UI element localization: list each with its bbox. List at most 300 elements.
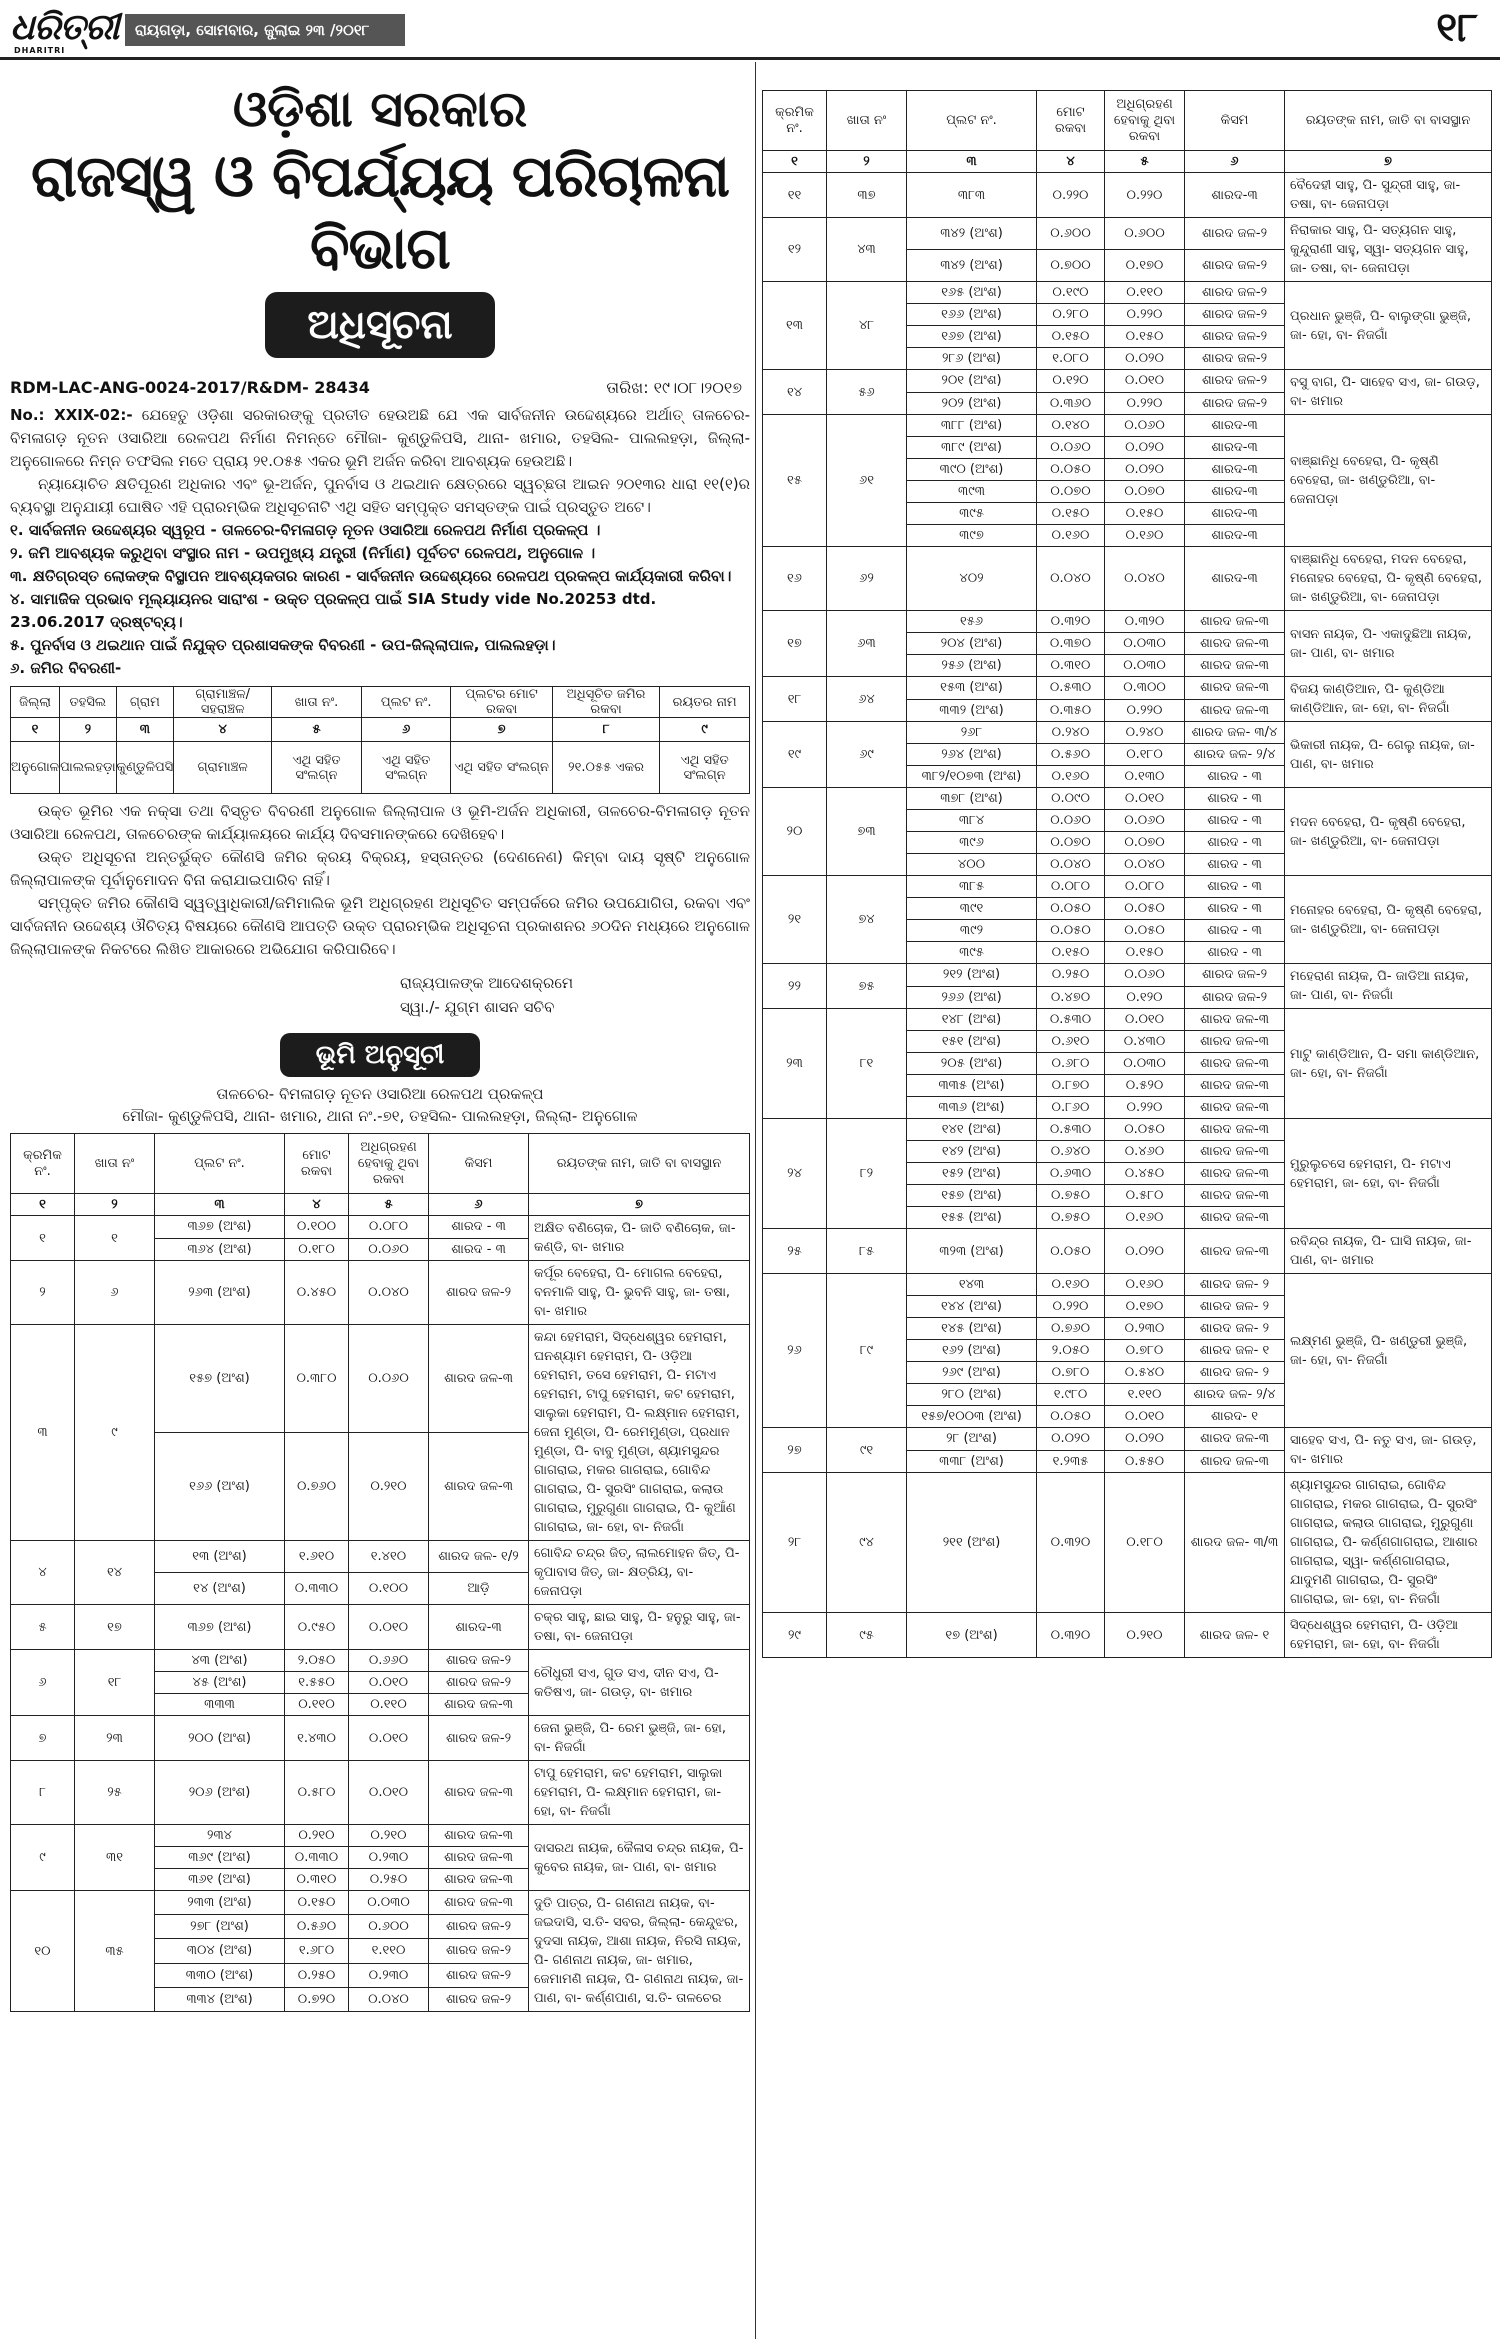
plot-number: ୩୮୪ xyxy=(907,810,1037,832)
owner-details: ଶ୍ୟାମସୁନ୍ଦର ଗାଗରାଇ, ଗୋବିନ୍ଦ ଗାଗରାଇ, ମକର ଗାଗରାଇ, ପି- ସୁରସିଂ ଗାଗରାଇ, କଲାଉ ଗାଗରାଇ, ମୁରୁଗୁଣା ଗାଗରାଇ, ପି- କର୍ଣ୍ଣଗାଗରାଇ, ଆଶାର ଗାଗରାଇ, ସ୍ୱା- କର୍ଣ୍ଣଗାଗରାଇ, ଯାଦୁମଣି ଗାଗରାଇ, ପି- ସୁରସିଂ ଗାଗରାଇ, ଜା- ହୋ, ବା- ନିଜଗାଁ xyxy=(1285,1473,1492,1613)
plot-number: ୧୬୬ (ଅଂଶ) xyxy=(907,304,1037,326)
land-schedule-continued-column xyxy=(762,90,1492,1658)
plot-number: ୩୬୭ (ଅଂଶ) xyxy=(155,1216,285,1239)
total-area: ୦.୫୩୦ xyxy=(1037,1119,1105,1141)
owner-details: ସାହେବ ସଏ, ପି- ନତୁ ସଏ, ଜା- ଗଉଡ଼, ବା- ଖମାର xyxy=(1285,1428,1492,1473)
land-class: ଶାରଦ ଜଳ- ୧/୨ xyxy=(429,1541,529,1573)
table-row xyxy=(763,282,1492,304)
plot-number: ୧୪୫ (ଅଂଶ) xyxy=(907,1318,1037,1340)
acquired-area: ୦.୦୩୦ xyxy=(1105,633,1185,655)
land-class: ଶାରଦ ଜଳ- ୩/୩ xyxy=(1185,1473,1285,1613)
plot-number: ୨୮ (ଅଂଶ) xyxy=(907,1428,1037,1451)
schedule-col-number: ୩ xyxy=(155,1194,285,1216)
acquired-area: ୦.୨୩୦ xyxy=(1105,1318,1185,1340)
serial-number: ୨୩ xyxy=(763,1009,827,1119)
total-area: ୦.୩୧୦ xyxy=(285,1869,349,1891)
total-area: ୦.୦୫୦ xyxy=(1037,898,1105,920)
land-class: ଶାରଦ ଜଳ-୨ xyxy=(429,1650,529,1672)
schedule-header: କିସମ xyxy=(1185,91,1285,151)
acquired-area: ୦.୫୮୦ xyxy=(1105,1185,1185,1207)
plot-number: ୩୯୬ xyxy=(907,832,1037,854)
acquired-area: ୦.୨୪୦ xyxy=(1105,722,1185,744)
acquired-area: ୦.୦୪୦ xyxy=(1105,547,1185,611)
plot-number: ୩୯୧ xyxy=(907,898,1037,920)
land-class: ଶାରଦ ଜଳ- ୨ xyxy=(1185,1274,1285,1296)
notice-item: ୩. କ୍ଷତିଗ୍ରସ୍ତ ଲୋକଙ୍କ ବିସ୍ଥାପନ ଆବଶ୍ୟକତାର କାରଣ - ସାର୍ବଜନୀନ ଉଦ୍ଦେଶ୍ୟରେ ରେଳପଥ ପ୍ରକଳ୍ପ କାର୍ଯ୍ୟକାରୀ କରିବା। xyxy=(10,567,732,585)
table-row xyxy=(11,1216,750,1239)
owner-details: ଟାପୁ ହେମରାମ, କଟ ହେମରାମ, ସାଲୁକା ହେମରାମ, ପି- ଲକ୍ଷ୍ମାନ ହେମରାମ, ଜା- ହୋ, ବା- ନିଜଗାଁ xyxy=(529,1761,750,1825)
acquired-area: ୦.୫୪୦ xyxy=(1105,1362,1185,1384)
land-class: ଶାରଦ - ୩ xyxy=(1185,898,1285,920)
total-area: ୦.୦୮୦ xyxy=(1037,876,1105,898)
total-area: ୦.୦୫୦ xyxy=(1037,459,1105,481)
plot-number: ୨୦୨ (ଅଂଶ) xyxy=(907,392,1037,415)
land-class: ଶାରଦ ଜଳ-୩ xyxy=(1185,655,1285,677)
khata-number: ୫୬ xyxy=(827,370,907,415)
land-class: ଶାରଦ ଜଳ-୩ xyxy=(1185,1097,1285,1119)
acquired-area: ୦.୦୫୦ xyxy=(1105,1119,1185,1141)
land-class: ଶାରଦ ଜଳ-୩ xyxy=(1185,1009,1285,1031)
plot-number: ୧୫୩ (ଅଂଶ) xyxy=(907,677,1037,700)
summary-value: ଏଥି ସହିତ ସଂଲଗ୍ନ xyxy=(272,742,362,794)
owner-details: ଗୋବିନ୍ଦ ଚନ୍ଦ୍ର ଜିତ୍, ଲାଲମୋହନ ଜିତ୍, ପି- କୃପାବାସ ଜିତ୍, ଜା- କ୍ଷତ୍ରିୟ, ବା- ଜେନାପଡ଼ା xyxy=(529,1541,750,1605)
plot-number: ୧୫୬ xyxy=(907,611,1037,633)
plot-number: ୧୫୭/୧୦୦୩ (ଅଂଶ) xyxy=(907,1406,1037,1428)
plot-number: ୩୪୨ (ଅଂଶ) xyxy=(907,218,1037,250)
acquired-area: ୦.୨୨୦ xyxy=(1105,173,1185,218)
land-class: ଶାରଦ ଜଳ-୨ xyxy=(429,1987,529,2011)
khata-number: ୭୫ xyxy=(827,964,907,1009)
signature-block xyxy=(400,971,750,1019)
table-row xyxy=(11,1716,750,1761)
acquired-area: ୦.୨୨୦ xyxy=(1105,304,1185,326)
land-class: ଶାରଦ ଜଳ-୩ xyxy=(1185,1075,1285,1097)
schedule-col-number: ୨ xyxy=(827,151,907,173)
plot-number: ୨୮୬ (ଅଂଶ) xyxy=(907,348,1037,370)
schedule-header: ରୟତଙ୍କ ନାମ, ଜାତି ବା ବାସସ୍ଥାନ xyxy=(529,1134,750,1194)
schedule-header: ଅଧିଗ୍ରହଣ ହେବାକୁ ଥିବା ରକବା xyxy=(349,1134,429,1194)
total-area: ୦.୩୨୦ xyxy=(1037,611,1105,633)
khata-number: ୧୪ xyxy=(75,1541,155,1605)
schedule-number-row xyxy=(763,151,1492,173)
owner-details: ପ୍ରଧାନ ଭୁଞ୍ଜି, ପି- ବାଲୁଙ୍ଗା ଭୁଞ୍ଜି, ଜା- ହୋ, ବା- ନିଜଗାଁ xyxy=(1285,282,1492,370)
land-class: ଶାରଦ - ୩ xyxy=(429,1216,529,1239)
total-area: ୦.୭୫୦ xyxy=(1037,1185,1105,1207)
khata-number: ୯୪ xyxy=(827,1473,907,1613)
acquired-area: ୦.୨୫୦ xyxy=(349,1869,429,1891)
table-row xyxy=(11,1761,750,1825)
total-area: ୦.୧୧୦ xyxy=(285,1694,349,1716)
land-class: ଶାରଦ ଜଳ-୩ xyxy=(429,1694,529,1716)
serial-number: ୨୬ xyxy=(763,1274,827,1428)
table-row xyxy=(763,964,1492,987)
notice-item: ୫. ପୁନର୍ବାସ ଓ ଥଇଥାନ ପାଇଁ ନିଯୁକ୍ତ ପ୍ରଶାସକଙ୍କ ବିବରଣୀ - ଉପ-ଜିଲ୍ଲାପାଳ, ପାଲଲହଡ଼ା। xyxy=(10,636,556,654)
land-class: ଶାରଦ-୩ xyxy=(1185,481,1285,503)
government-title: ଓଡ଼ିଶା ସରକାର xyxy=(232,79,528,138)
acquired-area: ୦.୦୨୦ xyxy=(1105,437,1185,459)
total-area: ୦.୧୪୦ xyxy=(1037,415,1105,437)
acquired-area: ୧.୪୧୦ xyxy=(349,1541,429,1573)
land-class: ଶାରଦ ଜଳ- ୨/୪ xyxy=(1185,744,1285,766)
acquired-area: ୦.୧୮୦ xyxy=(1105,744,1185,766)
acquired-area: ୦.୨୧୦ xyxy=(349,1433,429,1541)
acquired-area: ୦.୬୬୦ xyxy=(349,1650,429,1672)
land-class: ଶାରଦ ଜଳ-୩ xyxy=(429,1825,529,1847)
summary-header: ଗ୍ରାମ xyxy=(116,687,174,718)
acquired-area: ୧.୧୧୦ xyxy=(349,1939,429,1963)
khata-number: ୭୩ xyxy=(827,788,907,876)
acquired-area: ୦.୦୧୦ xyxy=(349,1716,429,1761)
acquired-area: ୦.୦୬୦ xyxy=(349,1238,429,1261)
acquired-area: ୦.୦୨୦ xyxy=(1105,1428,1185,1451)
notice-paragraph-2: ନ୍ୟାୟୋଚିତ କ୍ଷତିପୂରଣ ଅଧିକାର ଏବଂ ଭୂ-ଅର୍ଜନ, ପୁନର୍ବାସ ଓ ଥଇଥାନ କ୍ଷେତ୍ରରେ ସ୍ୱଚ୍ଛତା ଆଇନ ୨୦୧୩ର ଧାରା ୧୧(୧)ର ବ୍ୟବସ୍ଥା ଅନୁଯାୟୀ ଘୋଷିତ ଏହି ପ୍ରାରମ୍ଭିକ ଅଧିସୂଚନାଟି ଏଥି ସହିତ ସମ୍ପୃକ୍ତ ସମସ୍ତଙ୍କ ପାଇଁ ପ୍ରସ୍ତୁତ ଅଟେ। xyxy=(10,475,750,516)
total-area: ୧.୨୩୫ xyxy=(1037,1450,1105,1473)
land-class: ଶାରଦ ଜଳ-୩ xyxy=(1185,1185,1285,1207)
land-class: ଶାରଦ ଜଳ-୨ xyxy=(1185,304,1285,326)
khata-number: ୧୭ xyxy=(75,1605,155,1650)
summary-value: ଅନୁଗୋଳ xyxy=(11,742,60,794)
total-area: ୦.୧୫୦ xyxy=(1037,942,1105,964)
serial-number: ୨ xyxy=(11,1261,75,1325)
total-area: ୦.୦୪୦ xyxy=(1037,854,1105,876)
plot-number: ୪୦୨ xyxy=(907,547,1037,611)
khata-number: ୨୩ xyxy=(75,1716,155,1761)
dateline: ରାୟଗଡ଼ା, ସୋମବାର, ଜୁଲାଇ ୨୩ /୨୦୧୮ xyxy=(125,14,405,46)
plot-number: ୩୩୩ xyxy=(155,1694,285,1716)
total-area: ୦.୭୮୦ xyxy=(1037,1362,1105,1384)
summary-header: ଗ୍ରାମାଞ୍ଚଳ/ ସହରାଞ୍ଚଳ xyxy=(174,687,272,718)
land-class: ଶାରଦ ଜଳ-୨ xyxy=(429,1915,529,1939)
total-area: ୦.୧୫୦ xyxy=(1037,326,1105,348)
summary-value-row xyxy=(11,742,750,794)
plot-number: ୧୬୬ (ଅଂଶ) xyxy=(155,1433,285,1541)
plot-number: ୩୯୦ (ଅଂଶ) xyxy=(907,459,1037,481)
owner-details: ବାଞ୍ଛାନିଧି ବେହେରା, ମଦନ ବେହେରା, ମନୋହର ବେହେରା, ପି- କୃଷ୍ଣି ବେହେରା, ଜା- ଖଣ୍ଡୁରିଆ, ବା- ଜେନାପଡ଼ା xyxy=(1285,547,1492,611)
total-area: ୦.୭୦୦ xyxy=(1037,250,1105,282)
land-class: ଶାରଦ-୩ xyxy=(429,1605,529,1650)
land-class: ଶାରଦ ଜଳ-୨ xyxy=(1185,250,1285,282)
plot-number: ୨୮୦ (ଅଂଶ) xyxy=(907,1384,1037,1406)
plot-number: ୩୯୨ xyxy=(907,920,1037,942)
acquired-area: ୦.୦୪୦ xyxy=(349,1261,429,1325)
land-class: ଆଡ଼ି xyxy=(429,1573,529,1605)
land-class: ଶାରଦ ଜଳ-୩ xyxy=(1185,633,1285,655)
schedule-header: କ୍ରମିକ ନଂ. xyxy=(11,1134,75,1194)
khata-number: ୬୩ xyxy=(827,611,907,677)
total-area: ୦.୭୫୦ xyxy=(1037,1207,1105,1229)
serial-number: ୨୧ xyxy=(763,876,827,964)
total-area: ୦.୦୭୦ xyxy=(1037,481,1105,503)
total-area: ୦.୬୧୦ xyxy=(1037,1031,1105,1053)
notice-date: ତାରିଖ: ୧୯।୦୮।୨୦୧୭ xyxy=(606,378,742,397)
schedule-location-line: ମୌଜା- କୁଣ୍ଡୁଳିପସି, ଥାନା- ଖମାର, ଥାନା ନଂ.-୭୧, ତହସିଲ- ପାଲଲହଡ଼ା, ଜିଲ୍ଲା- ଅନୁଗୋଳ xyxy=(122,1107,638,1125)
total-area: ୦.୦୬୦ xyxy=(1037,437,1105,459)
land-class: ଶାରଦ ଜଳ-୩ xyxy=(1185,611,1285,633)
land-class: ଶାରଦ ଜଳ-୩ xyxy=(1185,1428,1285,1451)
acquired-area: ୦.୧୫୦ xyxy=(1105,326,1185,348)
total-area: ୦.୨୨୦ xyxy=(1037,173,1105,218)
khata-number: ୨୫ xyxy=(75,1761,155,1825)
land-class: ଶାରଦ-୩ xyxy=(1185,547,1285,611)
land-class: ଶାରଦ ଜଳ- ୨ xyxy=(1185,1362,1285,1384)
summary-value: ଏଥି ସହିତ ସଂଲଗ୍ନ xyxy=(451,742,552,794)
plot-number: ୩୯୭ xyxy=(907,525,1037,547)
plot-number: ୨୭୮ (ଅଂଶ) xyxy=(155,1915,285,1939)
land-class: ଶାରଦ-୩ xyxy=(1185,459,1285,481)
summary-header: ପ୍ଲଟର ମୋଟ ରକବା xyxy=(451,687,552,718)
schedule-col-number: ୧ xyxy=(763,151,827,173)
total-area: ୦.୩୨୦ xyxy=(1037,1613,1105,1658)
total-area: ୦.୪୭୦ xyxy=(1037,986,1105,1009)
total-area: ୦.୫୬୦ xyxy=(1037,744,1105,766)
khata-number: ୩୭ xyxy=(827,173,907,218)
land-class: ଶାରଦ ଜଳ-୩ xyxy=(1185,677,1285,700)
land-class: ଶାରଦ - ୩ xyxy=(1185,788,1285,810)
land-class: ଶାରଦ ଜଳ-୩ xyxy=(429,1433,529,1541)
plot-number: ୩୯୫ xyxy=(907,503,1037,525)
summary-col-number: ୮ xyxy=(552,718,660,742)
acquired-area: ୦.୦୨୦ xyxy=(1105,459,1185,481)
schedule-project-line: ତାଳଚେର- ବିମଳାଗଡ଼ ନୂତନ ଓସାରିଆ ରେଳପଥ ପ୍ରକଳ୍ପ xyxy=(216,1085,544,1103)
acquired-area: ୦.୦୨୦ xyxy=(1105,1229,1185,1274)
reference-row xyxy=(10,374,750,404)
land-class: ଶାରଦ - ୩ xyxy=(1185,832,1285,854)
serial-number: ୧୫ xyxy=(763,415,827,547)
owner-details: ମହେରାଣ ନାୟକ, ପି- ଜାଡିଆ ନାୟକ, ଜା- ପାଣ, ବା- ନିଜଗାଁ xyxy=(1285,964,1492,1009)
schedule-header: ଖାତା ନଂ xyxy=(827,91,907,151)
total-area: ୦.୦୫୦ xyxy=(1037,1229,1105,1274)
plot-number: ୩୬୧ (ଅଂଶ) xyxy=(155,1869,285,1891)
total-area: ୦.୫୩୦ xyxy=(1037,1009,1105,1031)
serial-number: ୫ xyxy=(11,1605,75,1650)
owner-details: ଚକ୍ର ସାହୁ, ଛାଇ ସାହୁ, ପି- ହନୁରୁ ସାହୁ, ଜା- ତଷା, ବା- ଜେନାପଡ଼ା xyxy=(529,1605,750,1650)
total-area: ୦.୦୫୦ xyxy=(1037,1406,1105,1428)
table-row xyxy=(763,1009,1492,1031)
khata-number: ୪୩ xyxy=(827,218,907,282)
notice-number: No.: XXIX-02:- xyxy=(10,406,133,424)
owner-details: ବିଜୟ କାଣ୍ଡିଆନ, ପି- କୁଣ୍ଡିଆ କାଣ୍ଡିଆନ, ଜା- ହୋ, ବା- ନିଜଗାଁ xyxy=(1285,677,1492,722)
table-row xyxy=(11,1891,750,1915)
table-row xyxy=(763,1119,1492,1141)
owner-details: ମନୋହର ବେହେରା, ପି- କୃଷ୍ଣି ବେହେରା, ଜା- ଖଣ୍ଡୁରିଆ, ବା- ଜେନାପଡ଼ା xyxy=(1285,876,1492,964)
owner-details: ଚୌଧୁରୀ ସଏ, ଗୁଡ ସଏ, ଦୀନ ସଏ, ପି- କତିଷଏ, ଜା- ଗଉଡ଼, ବା- ଖମାର xyxy=(529,1650,750,1716)
acquired-area: ୦.୦୭୦ xyxy=(1105,481,1185,503)
land-class: ଶାରଦ ଜଳ-୨ xyxy=(429,1963,529,1987)
land-class: ଶାରଦ-୩ xyxy=(1185,173,1285,218)
owner-details: ନିରାକାର ସାହୁ, ପି- ସତ୍ୟଗନ ସାହୁ, କୁନ୍ଦୁରାଣୀ ସାହୁ, ସ୍ୱା- ସତ୍ୟଗନ ସାହୁ, ଜା- ତଷା, ବା- ଜେନାପଡ଼ା xyxy=(1285,218,1492,282)
acquired-area: ୦.୦୫୦ xyxy=(1105,920,1185,942)
land-class: ଶାରଦ ଜଳ- ୨ xyxy=(1185,1318,1285,1340)
khata-number: ୬୪ xyxy=(827,677,907,722)
acquired-area: ୦.୩୦୦ xyxy=(1105,677,1185,700)
total-area: ୦.୬୪୦ xyxy=(1037,1141,1105,1163)
plot-number: ୨୬୬ (ଅଂଶ) xyxy=(907,986,1037,1009)
notification-badge: ଅଧିସୂଚନା xyxy=(265,292,495,358)
table-row xyxy=(11,1541,750,1573)
schedule-header: ପ୍ଲଟ ନଂ. xyxy=(155,1134,285,1194)
total-area: ୦.୧୨୦ xyxy=(1037,370,1105,393)
acquired-area: ୦.୦୪୦ xyxy=(1105,854,1185,876)
total-area: ୦.୩୩୦ xyxy=(285,1573,349,1605)
serial-number: ୨୨ xyxy=(763,964,827,1009)
acquired-area: ୦.୨୧୦ xyxy=(1105,1613,1185,1658)
owner-details: ଦାସରଥ ନାୟକ, କୈଳାସ ଚନ୍ଦ୍ର ନାୟକ, ପି- କୁବେର ନାୟକ, ଜା- ପାଣ, ବା- ଖମାର xyxy=(529,1825,750,1891)
acquired-area: ୦.୦୮୦ xyxy=(349,1216,429,1239)
serial-number: ୩ xyxy=(11,1325,75,1541)
khata-number: ୬ xyxy=(75,1261,155,1325)
summary-value: ଏଥି ସହିତ ସଂଲଗ୍ନ xyxy=(660,742,750,794)
khata-number: ୩୫ xyxy=(75,1891,155,2012)
land-class: ଶାରଦ ଜଳ-୨ xyxy=(1185,370,1285,393)
land-class: ଶାରଦ ଜଳ-୩ xyxy=(1185,1207,1285,1229)
plot-number: ୨୬୮ xyxy=(907,722,1037,744)
notice-paragraph-1 xyxy=(10,404,750,473)
plot-number: ୧୪୨ (ଅଂଶ) xyxy=(907,1141,1037,1163)
land-class: ଶାରଦ ଜଳ-୨ xyxy=(1185,986,1285,1009)
table-row xyxy=(763,218,1492,250)
schedule-header: ରୟତଙ୍କ ନାମ, ଜାତି ବା ବାସସ୍ଥାନ xyxy=(1285,91,1492,151)
table-row xyxy=(763,677,1492,700)
plot-number: ୧୬୭ (ଅଂଶ) xyxy=(907,326,1037,348)
owner-details: ରବିନ୍ଦ୍ର ନାୟକ, ପି- ଘାସି ନାୟକ, ଜା- ପାଣ, ବା- ଖମାର xyxy=(1285,1229,1492,1274)
schedule-col-number: ୧ xyxy=(11,1194,75,1216)
serial-number: ୧୯ xyxy=(763,722,827,788)
schedule-col-number: ୭ xyxy=(1285,151,1492,173)
land-class: ଶାରଦ ଜଳ-୨ xyxy=(429,1672,529,1694)
serial-number: ୨୫ xyxy=(763,1229,827,1274)
plot-number: ୩୨୩ (ଅଂଶ) xyxy=(907,1229,1037,1274)
acquired-area: ୦.୦୨୦ xyxy=(1105,348,1185,370)
land-class: ଶାରଦ ଜଳ-୩ xyxy=(429,1869,529,1891)
land-class: ଶାରଦ ଜଳ- ୧ xyxy=(1185,1340,1285,1362)
schedule-col-number: ୫ xyxy=(349,1194,429,1216)
acquired-area: ୦.୧୨୦ xyxy=(1105,986,1185,1009)
land-class: ଶାରଦ-୩ xyxy=(1185,437,1285,459)
khata-number: ୩୧ xyxy=(75,1825,155,1891)
total-area: ୦.୬୦୦ xyxy=(1037,218,1105,250)
summary-col-number: ୪ xyxy=(174,718,272,742)
land-class: ଶାରଦ ଜଳ-୩ xyxy=(429,1847,529,1869)
schedule-col-number: ୭ xyxy=(529,1194,750,1216)
plot-number: ୨୩୪ xyxy=(155,1825,285,1847)
plot-number: ୧୫୭ (ଅଂଶ) xyxy=(907,1185,1037,1207)
summary-header: ଖାତା ନଂ. xyxy=(272,687,362,718)
owner-details: ମଦନ ବେହେରା, ପି- କୃଷ୍ଣି ବେହେରା, ଜା- ଖଣ୍ଡୁରିଆ, ବା- ଜେନାପଡ଼ା xyxy=(1285,788,1492,876)
land-class: ଶାରଦ ଜଳ-୨ xyxy=(1185,392,1285,415)
total-area: ୦.୨୫୦ xyxy=(285,1963,349,1987)
serial-number: ୧୦ xyxy=(11,1891,75,2012)
plot-number: ୧୪ (ଅଂଶ) xyxy=(155,1573,285,1605)
khata-number: ୮୨ xyxy=(827,1119,907,1229)
plot-number: ୧୩ (ଅଂଶ) xyxy=(155,1541,285,1573)
notice-item: ୬. ଜମିର ବିବରଣୀ- xyxy=(10,659,122,677)
total-area: ୦.୫୬୦ xyxy=(285,1915,349,1939)
total-area: ୦.୬୩୦ xyxy=(1037,1163,1105,1185)
plot-number: ୩୦୪ (ଅଂଶ) xyxy=(155,1939,285,1963)
serial-number: ୧୭ xyxy=(763,611,827,677)
table-row xyxy=(763,1613,1492,1658)
acquired-area: ୦.୦୮୦ xyxy=(1105,876,1185,898)
plot-number: ୧୫୫ (ଅଂଶ) xyxy=(907,1207,1037,1229)
table-row xyxy=(763,173,1492,218)
total-area: ୦.୩୧୦ xyxy=(1037,655,1105,677)
total-area: ୦.୧୮୦ xyxy=(285,1238,349,1261)
serial-number: ୧୪ xyxy=(763,370,827,415)
total-area: ୦.୧୯୦ xyxy=(1037,282,1105,304)
acquired-area: ୦.୨୧୦ xyxy=(349,1825,429,1847)
acquired-area: ୦.୨୨୦ xyxy=(1105,1097,1185,1119)
land-summary-table xyxy=(10,686,750,794)
khata-number: ୮୧ xyxy=(827,1009,907,1119)
newspaper-logo: ଧରିତ୍ରୀ xyxy=(10,6,119,48)
summary-col-number: ୬ xyxy=(361,718,451,742)
serial-number: ୮ xyxy=(11,1761,75,1825)
summary-value: କୁଣ୍ଡୁଳିପସି xyxy=(116,742,174,794)
notice-paragraph-3: ଉକ୍ତ ଭୂମିର ଏକ ନକ୍ସା ତଥା ବିସ୍ତୃତ ବିବରଣୀ ଅନୁଗୋଳ ଜିଲ୍ଲାପାଳ ଓ ଭୂମି-ଅର୍ଜନ ଅଧିକାରୀ, ତାଳଚେର-ବିମଳାଗଡ଼ ନୂତନ ଓସାରିଆ ରେଳପଥ, ତାଳଚେରଙ୍କ କାର୍ଯ୍ୟାଳୟରେ କାର୍ଯ୍ୟ ଦିବସମାନଙ୍କରେ ଦେଖିହେବ। xyxy=(10,802,750,843)
notice-paragraph-1-text: ଯେହେତୁ ଓଡ଼ିଶା ସରକାରଙ୍କୁ ପ୍ରତୀତ ହେଉଅଛି ଯେ ଏକ ସାର୍ବଜନୀନ ଉଦ୍ଦେଶ୍ୟରେ ଅର୍ଥାତ୍ ତାଳଚେର-ବିମଳାଗଡ଼ ନୂତନ ଓସାରିଆ ରେଳପଥ ନିର୍ମାଣ ନିମନ୍ତେ ମୌଜା- କୁଣ୍ଡୁଳିପସି, ଥାନା- ଖମାର, ତହସିଲ- ପାଲଲହଡ଼ା, ଜିଲ୍ଲା- ଅନୁଗୋଳରେ ନିମ୍ନ ତଫସିଲ ମତେ ପ୍ରାୟ ୨୧.୦୫୫ ଏକର ଭୂମି ଅର୍ଜନ କରିବା ଆବଶ୍ୟକ ହେଉଅଛି। xyxy=(10,406,750,470)
land-class: ଶାରଦ ଜଳ-୩ xyxy=(429,1891,529,1915)
plot-number: ୧୫୧ (ଅଂଶ) xyxy=(907,1031,1037,1053)
owner-details: ମୁରୁଲୁଚସେ ହେମରାମ, ପି- ମଟାଏ ହେମରାମ, ଜା- ହୋ, ବା- ନିଜଗାଁ xyxy=(1285,1119,1492,1229)
land-class: ଶାରଦ ଜଳ-୨ xyxy=(1185,218,1285,250)
table-row xyxy=(763,788,1492,810)
summary-header: ରୟତର ନାମ xyxy=(660,687,750,718)
serial-number: ୪ xyxy=(11,1541,75,1605)
plot-number: ୩୯୫ xyxy=(907,942,1037,964)
plot-number: ୩୬୭ (ଅଂଶ) xyxy=(155,1605,285,1650)
total-area: ୦.୩୫୦ xyxy=(1037,699,1105,722)
signature-line-2: ସ୍ୱା./- ଯୁଗ୍ମ ଶାସନ ସଚିବ xyxy=(400,998,555,1016)
notice-paragraph-4: ଉକ୍ତ ଅଧିସୂଚନା ଅନ୍ତର୍ଭୁକ୍ତ କୌଣସି ଜମିର କ୍ରୟ ବିକ୍ରୟ, ହସ୍ତାନ୍ତର (ଦେଣନେଣ) କିମ୍ବା ଦାୟ ସୃଷ୍ଟି ଅନୁଗୋଳ ଜିଲ୍ଲାପାଳଙ୍କ ପୂର୍ବାନୁମୋଦନ ବିନା କରାଯାଇପାରିବ ନାହିଁ। xyxy=(10,848,750,889)
land-class: ଶାରଦ ଜଳ-୨ xyxy=(429,1261,529,1325)
plot-number: ୩୯୩ xyxy=(907,481,1037,503)
owner-details: ଅକ୍ଷିତ ବଣିଚୋକ, ପି- ଜାତି ବଣିଚୋକ, ଜା- କଣ୍ଡି, ବା- ଖମାର xyxy=(529,1216,750,1261)
land-class: ଶାରଦ ଜଳ-୨ xyxy=(1185,964,1285,987)
total-area: ୦.୧୫୦ xyxy=(1037,503,1105,525)
acquired-area: ୦.୨୩୦ xyxy=(349,1847,429,1869)
plot-number: ୩୮୫ xyxy=(907,876,1037,898)
serial-number: ୧ xyxy=(11,1216,75,1261)
total-area: ୦.୦୨୦ xyxy=(1037,1428,1105,1451)
schedule-header: ମୋଟ ରକବା xyxy=(285,1134,349,1194)
total-area: ୨.୦୫୦ xyxy=(285,1650,349,1672)
column-divider xyxy=(755,62,756,2339)
khata-number: ୮୯ xyxy=(827,1274,907,1428)
plot-number: ୨୬୯ (ଅଂଶ) xyxy=(907,1362,1037,1384)
notice-item: ୪. ସାମାଜିକ ପ୍ରଭାବ ମୂଲ୍ୟାୟନର ସାରାଂଶ - ଉକ୍ତ ପ୍ରକଳ୍ପ ପାଇଁ SIA Study vide No.20253 dtd. 23.06.2017 ଦ୍ରଷ୍ଟବ୍ୟ। xyxy=(10,590,657,631)
land-class: ଶାରଦ-୩ xyxy=(1185,503,1285,525)
owner-details: କର୍ପୂର ବେହେରା, ପି- ମୋଗଲ ବେହେରା, ବନମାଳି ସାହୁ, ପି- ଭୁବନି ସାହୁ, ଜା- ତଷା, ବା- ଖମାର xyxy=(529,1261,750,1325)
table-row xyxy=(763,1473,1492,1613)
khata-number: ୪୮ xyxy=(827,282,907,370)
plot-number: ୩୪୨ (ଅଂଶ) xyxy=(907,250,1037,282)
total-area: ୦.୫୩୦ xyxy=(1037,677,1105,700)
table-row xyxy=(763,1229,1492,1274)
table-row xyxy=(11,1825,750,1847)
summary-header: ପ୍ଲଟ ନଂ. xyxy=(361,687,451,718)
acquired-area: ୦.୭୮୦ xyxy=(1105,1340,1185,1362)
schedule-header: କିସମ xyxy=(429,1134,529,1194)
plot-number: ୩୮୯ (ଅଂଶ) xyxy=(907,437,1037,459)
plot-number: ୧୬୨ (ଅଂଶ) xyxy=(907,1340,1037,1362)
land-class: ଶାରଦ ଜଳ-୩ xyxy=(1185,1450,1285,1473)
total-area: ୦.୨୧୦ xyxy=(285,1825,349,1847)
plot-number: ୨୩୩ (ଅଂଶ) xyxy=(155,1891,285,1915)
schedule-col-number: ୫ xyxy=(1105,151,1185,173)
schedule-col-number: ୪ xyxy=(285,1194,349,1216)
acquired-area: ୦.୦୧୦ xyxy=(349,1761,429,1825)
total-area: ୦.୯୫୦ xyxy=(285,1605,349,1650)
